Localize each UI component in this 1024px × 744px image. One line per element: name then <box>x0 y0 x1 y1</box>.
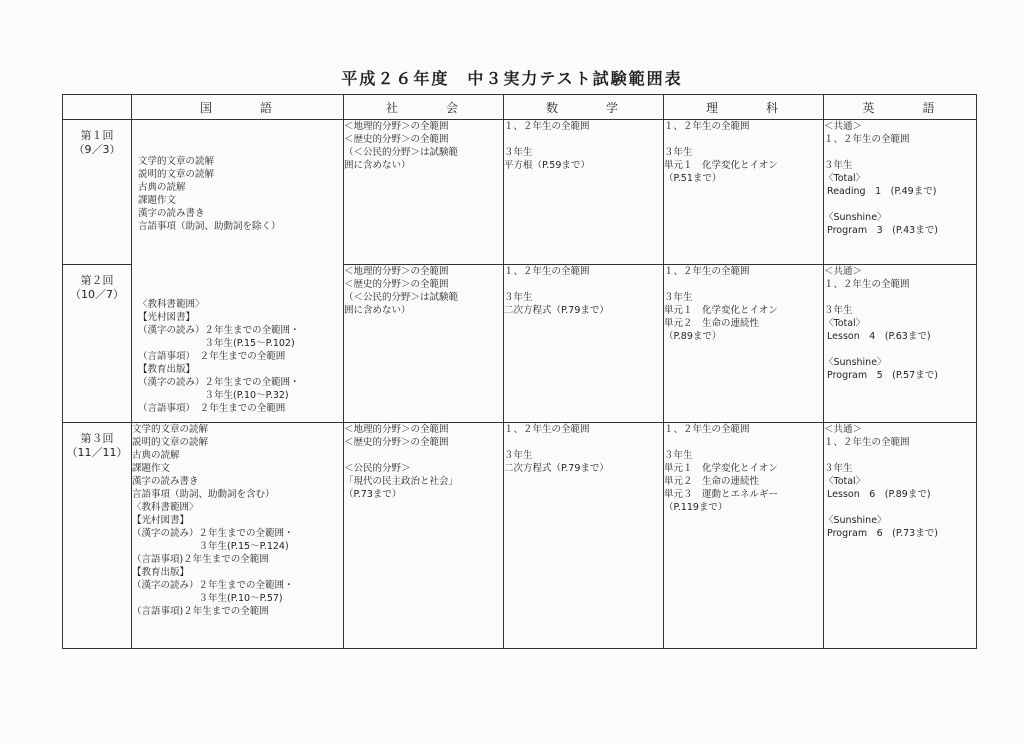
header-blank <box>63 95 132 120</box>
round-date: （9／3） <box>73 143 121 156</box>
kokugo-topics: 文学的文章の読解 説明的文章の読解 古典の読解 課題作文 漢字の読み書き 言語事項（助詞、助動詞を除く） <box>138 156 281 232</box>
eigo-cell: ＜共通＞ １、２年生の全範囲 ３年生 〈Total〉 Reading 1 (P.49まで) 〈Sunshine〉 Program 3 (P.43まで) <box>824 120 977 265</box>
round-number: 第１回 <box>80 129 114 142</box>
sugaku-cell: １、２年生の全範囲 ３年生 平方根（P.59まで） <box>504 120 664 265</box>
header-kokugo: 国 語 <box>132 95 344 120</box>
eigo-cell: ＜共通＞ １、２年生の全範囲 ３年生 〈Total〉 Lesson 4 (P.63まで) 〈Sunshine〉 Program 5 (P.57まで) <box>824 265 977 423</box>
round-cell <box>63 423 132 649</box>
shakai-cell: ＜地理的分野＞の全範囲 ＜歴史的分野＞の全範囲 （＜公民的分野＞は試験範 囲に含めない） <box>344 265 504 423</box>
round-cell <box>63 120 132 265</box>
header-eigo: 英 語 <box>824 95 977 120</box>
table-header-row <box>63 95 977 120</box>
rika-cell: １、２年生の全範囲 ３年生 単元１ 化学変化とイオン 単元２ 生命の連続性 単元３ 運動とエネルギー （P.119まで） <box>664 423 824 649</box>
kokugo-cell: 文学的文章の読解 説明的文章の読解 古典の読解 課題作文 漢字の読み書き 言語事項（助詞、助動詞を含む） 〈教科書範囲〉 【光村図書】 （漢字の読み）２年生までの全範囲・ ３年生(P.15～P.124) （言語事項)２年生までの全範囲 【教育出版】 （漢字の読み）２年生までの全範囲・ ３年生(P.10～P.57) （言語事項)２年生までの全範囲 <box>132 423 344 649</box>
rika-cell: １、２年生の全範囲 ３年生 単元１ 化学変化とイオン （P.51まで） <box>664 120 824 265</box>
page-title: 平成２６年度 中３実力テスト試験範囲表 <box>341 69 683 88</box>
header-rika: 理 科 <box>664 95 824 120</box>
shakai-cell: ＜地理的分野＞の全範囲 ＜歴史的分野＞の全範囲 （＜公民的分野＞は試験範 囲に含めない） <box>344 120 504 265</box>
sugaku-cell: １、２年生の全範囲 ３年生 二次方程式（P.79まで） <box>504 423 664 649</box>
rika-cell: １、２年生の全範囲 ３年生 単元１ 化学変化とイオン 単元２ 生命の連続性 （P.89まで） <box>664 265 824 423</box>
sugaku-cell: １、２年生の全範囲 ３年生 二次方程式（P.79まで） <box>504 265 664 423</box>
round-number: 第３回 <box>80 432 114 445</box>
shakai-cell: ＜地理的分野＞の全範囲 ＜歴史的分野＞の全範囲 ＜公民的分野＞ 「現代の民主政治と社会」 （P.73まで） <box>344 423 504 649</box>
eigo-cell: ＜共通＞ １、２年生の全範囲 ３年生 〈Total〉 Lesson 6 (P.89まで) 〈Sunshine〉 Program 6 (P.73まで) <box>824 423 977 649</box>
header-sugaku: 数 学 <box>504 95 664 120</box>
round-number: 第２回 <box>80 274 114 287</box>
header-shakai: 社 会 <box>344 95 504 120</box>
round-date: （11／11） <box>66 446 128 459</box>
kokugo-textbook-range: 〈教科書範囲〉 【光村図書】 （漢字の読み）２年生までの全範囲・ ３年生(P.15～P.102) （言語事項） ２年生までの全範囲 【教育出版】 （漢字の読み）２年生までの全範囲・ ３年生(P.10～P.32) （言語事項） ２年生までの全範囲 <box>138 299 300 414</box>
round-date: （10／7） <box>70 288 124 301</box>
kokugo-cell-shared <box>132 120 344 423</box>
exam-range-table <box>62 94 977 649</box>
table-row <box>63 120 977 265</box>
table-row <box>63 423 977 649</box>
round-cell <box>63 265 132 423</box>
